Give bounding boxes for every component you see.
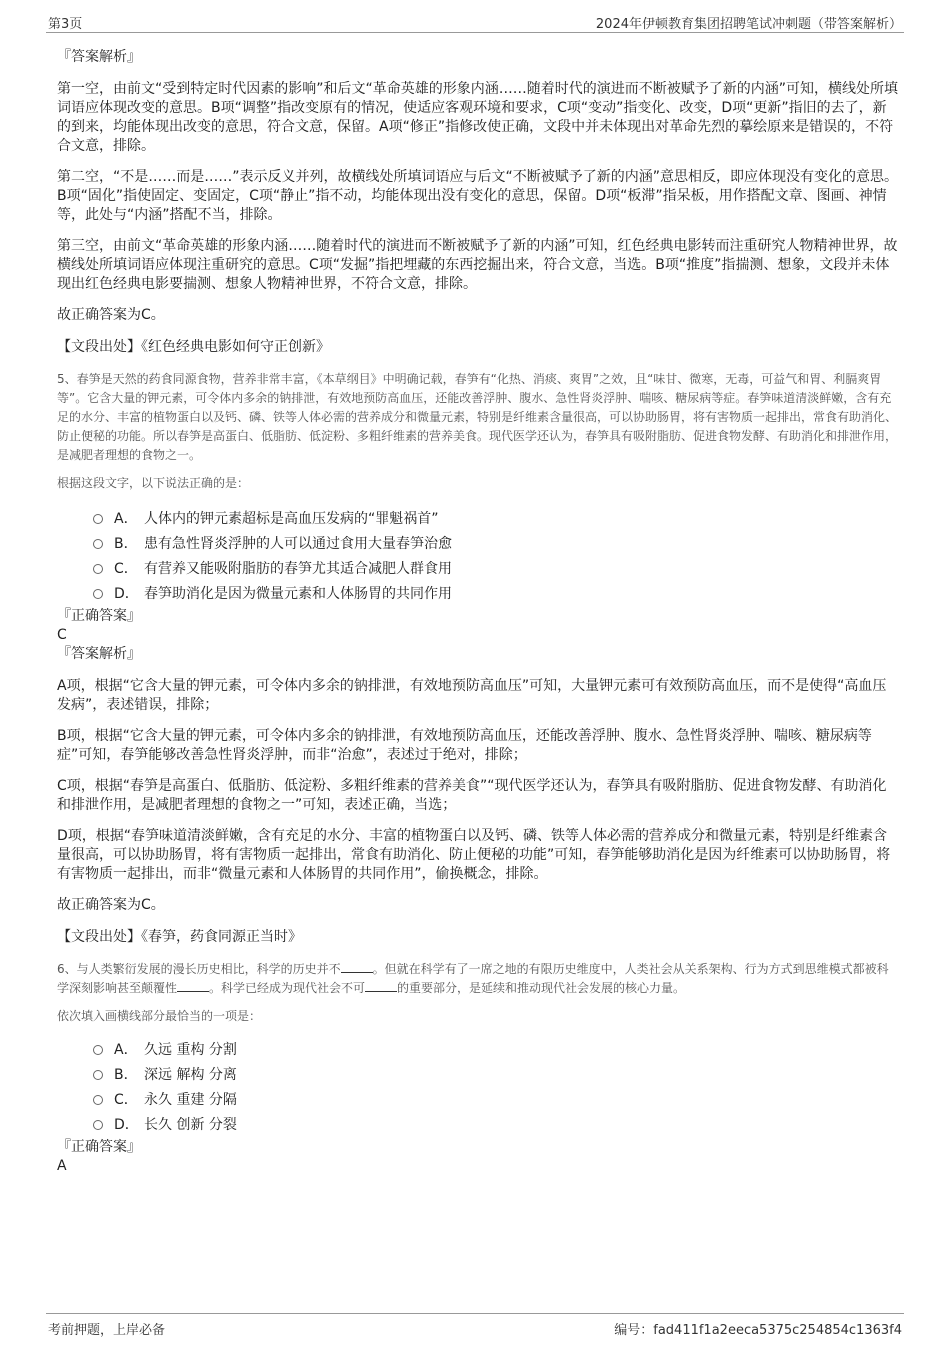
footer-divider <box>46 1313 904 1314</box>
q4-source: 【文段出处】《红色经典电影如何守正创新》 <box>57 339 330 355</box>
q4-analysis-para-3: 第三空，由前文“革命英雄的形象内涵……随着时代的演进而不断被赋予了新的内涵”可知，红色经典电影转而注重研究人物精神世界，故横线处所填词语应体现注重研究的意思。C项“发掘”指把埋藏的东西挖掘出来，符合文意，当选。B项“推度”指揣测、想象，文段并未体现出红色经典电影要揣测、想象人物精神世界，不符合文意，排除。 <box>57 238 898 292</box>
q5-analysis-b: B项，根据“它含大量的钾元素，可令体内多余的钠排泄，有效地预防高血压，还能改善浮肿、腹水、急性肾炎浮肿、喘咳、糖尿病等症”可知，春笋能够改善急性肾炎浮肿，而非“治愈”，表述过于绝对，排除； <box>57 728 872 763</box>
document-id: 编号：fad411f1a2eeca5375c254854c1363f4 <box>614 1323 902 1338</box>
document-title: 2024年伊顿教育集团招聘笔试冲刺题（带答案解析） <box>595 17 902 32</box>
q5-stem: 5、春笋是天然的药食同源食物，营养非常丰富，《本草纲目》中明确记载，春笋有“化热、消痰、爽胃”之效，且“味甘、微寒，无毒，可益气和胃、利膈爽胃等”。它含大量的钾元素，可令体内多余的钠排泄，有效地预防高血压，还能改善浮肿、腹水、急性肾炎浮肿、喘咳、糖尿病等症。春笋味道清淡鲜嫩，含有充足的水分、丰富的植物蛋白以及钙、磷、铁等人体必需的营养成分和微量元素，特别是纤维素含量很高，可以协助肠胃，将有害物质一起排出，常食有助消化、防止便秘的功能。所以春笋是高蛋白、低脂肪、低淀粉、多粗纤维素的营养美食。现代医学还认为，春笋具有吸附脂肪、促进食物发酵、有助消化和排泄作用，是减肥者理想的食物之一。 <box>57 372 898 462</box>
radio-icon[interactable] <box>93 539 103 549</box>
radio-icon[interactable] <box>93 1070 103 1080</box>
q6-prompt: 依次填入画横线部分最恰当的一项是： <box>57 1009 262 1023</box>
q5-prompt: 根据这段文字，以下说法正确的是： <box>57 476 250 490</box>
q5-option-a[interactable]: A． 人体内的钾元素超标是高血压发病的“罪魁祸首” <box>93 505 900 530</box>
header-divider <box>46 32 904 33</box>
q5-analysis-a: A项，根据“它含大量的钾元素，可令体内多余的钠排泄，有效地预防高血压”可知，大量钾元素可有效预防高血压，而不是使得“高血压发病”，表述错误，排除； <box>57 678 887 713</box>
fill-blank-1 <box>341 960 373 973</box>
q6-option-d[interactable]: D． 长久 创新 分裂 <box>93 1111 900 1136</box>
q5-answer: C <box>57 627 67 643</box>
q6-option-b[interactable]: B． 深远 解构 分离 <box>93 1061 900 1086</box>
fill-blank-2 <box>177 979 209 992</box>
q5-analysis-c: C项，根据“春笋是高蛋白、低脂肪、低淀粉、多粗纤维素的营养美食”“现代医学还认为，春笋具有吸附脂肪、促进食物发酵、有助消化和排泄作用，是减肥者理想的食物之一”可知，表述正确，当选； <box>57 778 887 813</box>
radio-icon[interactable] <box>93 589 103 599</box>
radio-icon[interactable] <box>93 1045 103 1055</box>
q5-source: 【文段出处】《春笋，药食同源正当时》 <box>57 929 302 945</box>
q6-options <box>93 1036 900 1136</box>
q4-analysis-para-2: 第二空，“不是……而是……”表示反义并列，故横线处所填词语应与后文“不断被赋予了新的内涵”意思相反，即应体现没有变化的意思。B项“固化”指使固定、变固定，C项“静止”指不动，均能体现出没有变化的意思，保留。D项“板滞”指呆板，用作搭配文章、图画、神情等，此处与“内涵”搭配不当，排除。 <box>57 169 899 223</box>
q5-analysis-d: D项，根据“春笋味道清淡鲜嫩，含有充足的水分、丰富的植物蛋白以及钙、磷、铁等人体必需的营养成分和微量元素，特别是纤维素含量很高，可以协助肠胃，将有害物质一起排出，常食有助消化、防止便秘的功能”可知，春笋能够助消化是因为纤维素可以协助肠胃，将有害物质一起排出，而非“微量元素和人体肠胃的共同作用”，偷换概念，排除。 <box>57 828 891 882</box>
q6-stem: 6、与人类繁衍发展的漫长历史相比，科学的历史并不 。但就在科学有了一席之地的有限历史维度中，人类社会从关系架构、行为方式到思维模式都被科学深刻影响甚至颠覆性 。科学已经成为现代社会不可 的重要部分，是延续和推动现代社会发展的核心力量。 <box>57 962 889 995</box>
q4-analysis-para-1: 第一空，由前文“受到特定时代因素的影响”和后文“革命英雄的形象内涵……随着时代的演进而不断被赋予了新的内涵”可知，横线处所填词语应体现改变的意思。B项“调整”指改变原有的情况，使适应客观环境和要求，C项“变动”指变化、改变，D项“更新”指旧的去了，新的到来，均能体现出改变的意思，符合文意，保留。A项“修正”指修改使正确，文段中并未体现出对革命先烈的摹绘原来是错误的，不符合文意，排除。 <box>57 81 899 154</box>
fill-blank-3 <box>365 979 397 992</box>
q5-option-b[interactable]: B． 患有急性肾炎浮肿的人可以通过食用大量春笋治愈 <box>93 530 900 555</box>
q4-analysis-label: 『答案解析』 <box>57 49 141 65</box>
page-content <box>57 44 900 1176</box>
radio-icon[interactable] <box>93 1120 103 1130</box>
q4-conclusion: 故正确答案为C。 <box>57 307 165 323</box>
page-footer <box>0 1305 950 1345</box>
q5-option-d[interactable]: D． 春笋助消化是因为微量元素和人体肠胃的共同作用 <box>93 580 900 605</box>
radio-icon[interactable] <box>93 514 103 524</box>
radio-icon[interactable] <box>93 564 103 574</box>
page-header <box>0 0 950 34</box>
q5-answer-label: 『正确答案』 <box>57 608 141 624</box>
q5-options <box>93 505 900 605</box>
footer-slogan: 考前押题，上岸必备 <box>48 1323 166 1338</box>
q6-answer-label: 『正确答案』 <box>57 1139 141 1155</box>
q5-conclusion: 故正确答案为C。 <box>57 897 165 913</box>
q5-analysis-label: 『答案解析』 <box>57 646 141 662</box>
q6-option-a[interactable]: A． 久远 重构 分割 <box>93 1036 900 1061</box>
q6-option-c[interactable]: C． 永久 重建 分隔 <box>93 1086 900 1111</box>
q5-option-c[interactable]: C． 有营养又能吸附脂肪的春笋尤其适合减肥人群食用 <box>93 555 900 580</box>
page-number: 第3页 <box>48 17 83 32</box>
radio-icon[interactable] <box>93 1095 103 1105</box>
q6-answer: A <box>57 1158 67 1174</box>
